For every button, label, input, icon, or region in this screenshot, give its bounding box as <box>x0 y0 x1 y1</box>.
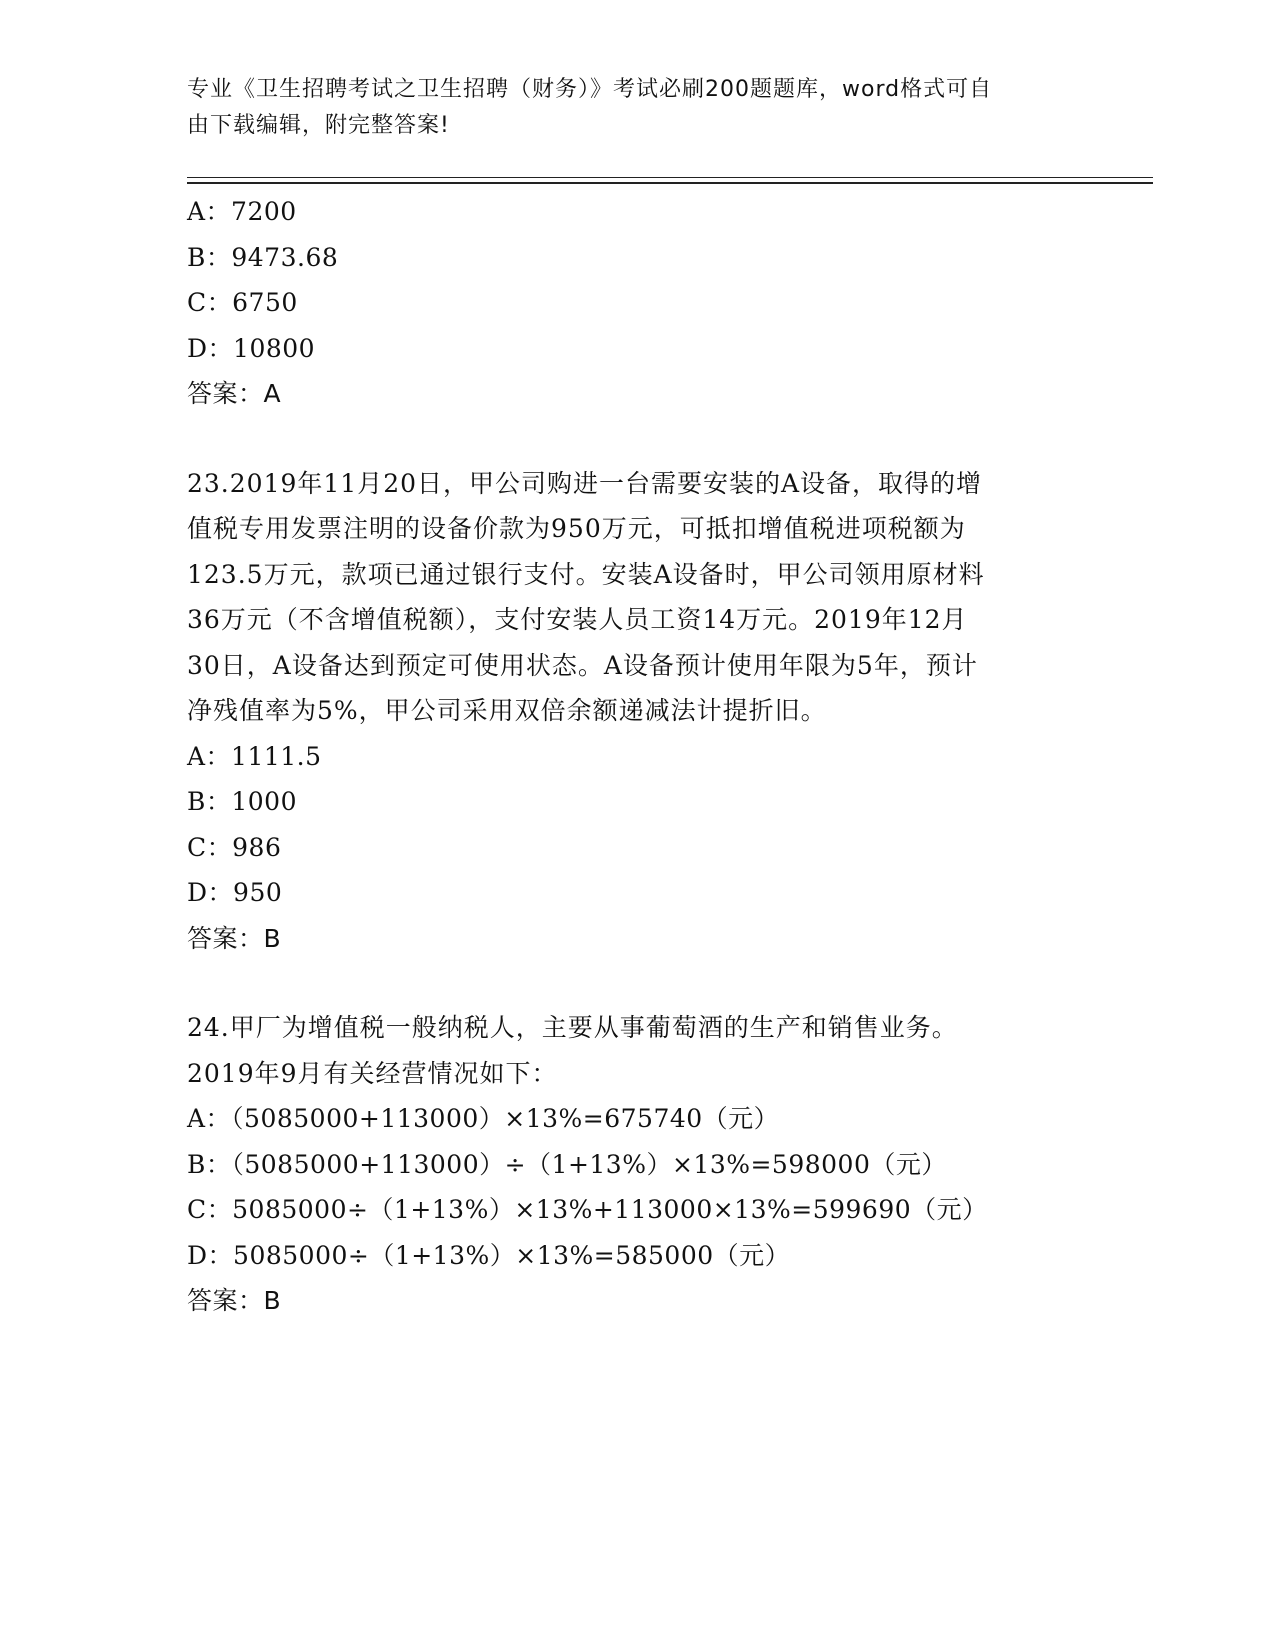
option-d: D：5085000÷（1+13%）×13%=585000（元） <box>187 1240 791 1270</box>
question-text-line: 23.2019年11月20日，甲公司购进一台需要安装的A设备，取得的增 <box>187 468 983 498</box>
question-24 <box>187 1005 1087 1324</box>
option-c: C：6750 <box>187 288 298 317</box>
option-d: D：950 <box>187 878 283 907</box>
header-divider-top <box>187 177 1153 178</box>
option-b: B：9473.68 <box>187 242 339 272</box>
option-a: A：7200 <box>187 197 297 226</box>
question-text-line: 净残值率为5%，甲公司采用双倍余额递减法计提折旧。 <box>187 696 827 725</box>
option-a: A：1111.5 <box>187 741 322 771</box>
question-text-line: 2019年9月有关经营情况如下： <box>187 1058 558 1088</box>
option-b: B：（5085000+113000）÷（1+13%）×13%=598000（元） <box>187 1149 947 1179</box>
option-b: B：1000 <box>187 787 297 816</box>
spacer <box>187 961 1087 1005</box>
answer-line: 答案：A <box>187 379 282 408</box>
answer-line: 答案：B <box>187 923 282 953</box>
header-line-2: 由下载编辑，附完整答案! <box>187 113 450 138</box>
question-text-line: 123.5万元，款项已通过银行支付。安装A设备时，甲公司领用原材料 <box>187 559 985 589</box>
document-header <box>187 72 1067 144</box>
question-23 <box>187 461 1087 962</box>
question-text-line: 36万元（不含增值税额），支付安装人员工资14万元。2019年12月 <box>187 605 968 634</box>
answer-line: 答案：B <box>187 1286 282 1315</box>
option-c: C：986 <box>187 832 282 862</box>
document-body <box>187 189 1087 1324</box>
option-d: D：10800 <box>187 333 316 363</box>
option-c: C：5085000÷（1+13%）×13%+113000×13%=599690（元） <box>187 1195 988 1224</box>
question-text-line: 值税专用发票注明的设备价款为950万元，可抵扣增值税进项税额为 <box>187 514 966 543</box>
question-text-line: 24.甲厂为增值税一般纳税人，主要从事葡萄酒的生产和销售业务。 <box>187 1013 958 1042</box>
spacer <box>187 417 1087 461</box>
question-text-line: 30日，A设备达到预定可使用状态。A设备预计使用年限为5年，预计 <box>187 650 978 680</box>
question-22-tail <box>187 189 1087 417</box>
header-line-1: 专业《卫生招聘考试之卫生招聘（财务）》考试必刷200题题库，word格式可自 <box>187 77 993 102</box>
header-divider-bottom <box>187 182 1153 184</box>
option-a: A：（5085000+113000）×13%=675740（元） <box>187 1104 780 1133</box>
